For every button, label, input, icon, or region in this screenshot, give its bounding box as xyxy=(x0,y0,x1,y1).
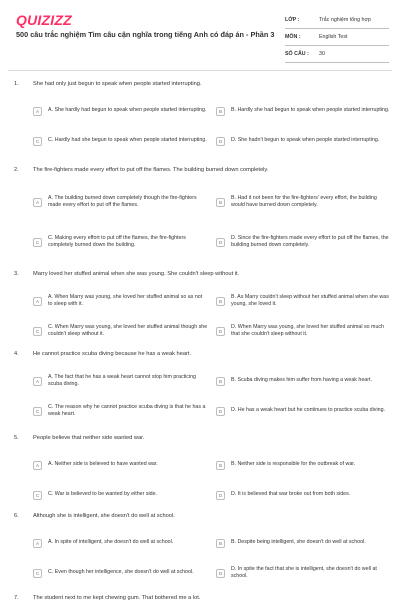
option-d[interactable] xyxy=(216,126,397,156)
question-text: The fire-fighters made every effort to put off the flames. The building burned down completely. xyxy=(33,167,269,173)
question-number: 3. xyxy=(14,271,19,277)
option-d[interactable] xyxy=(216,222,397,262)
worksheet-meta xyxy=(285,12,389,63)
header-divider xyxy=(8,70,392,71)
question-stem xyxy=(0,74,400,94)
option-text: B. Neither side is responsible for the outbreak of war. xyxy=(231,461,356,468)
question-list xyxy=(0,74,400,608)
question-1 xyxy=(0,74,400,160)
option-text: A. In spite of intelligent, she doesn't do well at school. xyxy=(48,539,174,546)
question-text: The student next to me kept chewing gum. That bothered me a lot. xyxy=(33,595,201,601)
question-text: She had only just begun to speak when people started interrupting. xyxy=(33,81,202,87)
meta-value: English Test xyxy=(319,34,348,40)
option-letter-badge: A xyxy=(33,377,42,386)
option-d[interactable] xyxy=(216,558,397,588)
meta-row-count xyxy=(285,46,389,63)
question-number: 7. xyxy=(14,595,19,601)
option-a[interactable] xyxy=(33,366,214,396)
option-letter-badge: A xyxy=(33,297,42,306)
option-c[interactable] xyxy=(33,396,214,426)
option-text: D. It is believed that war broke out from both sides. xyxy=(231,491,351,498)
option-text: B. As Marry couldn't sleep without her stuffed animal when she was young, she loved it. xyxy=(231,293,389,307)
option-text: A. Neither side is believed to have wanted war. xyxy=(48,461,158,468)
option-grid xyxy=(33,366,400,426)
option-text: C. Hardly had she begun to speak when people started interrupting. xyxy=(48,137,207,144)
option-letter-badge: D xyxy=(216,569,225,578)
option-text: A. When Marry was young, she loved her stuffed animal so as not to sleep with it. xyxy=(48,293,203,307)
option-a[interactable] xyxy=(33,182,214,222)
option-grid xyxy=(33,96,400,156)
question-3 xyxy=(0,264,400,344)
option-b[interactable] xyxy=(216,528,397,558)
option-text: B. Despite being intelligent, she doesn't do well at school. xyxy=(231,539,366,546)
option-grid xyxy=(33,528,400,588)
question-text: People believe that neither side wanted war. xyxy=(33,435,145,441)
question-stem xyxy=(0,506,400,526)
option-c[interactable] xyxy=(33,222,214,262)
option-text: D. When Marry was young, she loved her stuffed animal so much that she couldn't sleep without it. xyxy=(231,323,384,337)
question-number: 6. xyxy=(14,513,19,519)
option-c[interactable] xyxy=(33,558,214,588)
question-stem xyxy=(0,160,400,180)
option-text: B. Had it not been for the fire-fighters' every effort, the building would have burned down completely. xyxy=(231,194,377,208)
question-text: Although she is intelligent, she doesn't do well at school. xyxy=(33,513,175,519)
option-letter-badge: A xyxy=(33,107,42,116)
option-b[interactable] xyxy=(216,182,397,222)
option-text: C. War is believed to be wanted by either side. xyxy=(48,491,158,498)
option-letter-badge: D xyxy=(216,238,225,247)
meta-row-subject xyxy=(285,29,389,46)
option-b[interactable] xyxy=(216,96,397,126)
option-b[interactable] xyxy=(216,366,397,396)
option-letter-badge: D xyxy=(216,327,225,336)
question-number: 5. xyxy=(14,435,19,441)
question-7 xyxy=(0,588,400,608)
option-text: C. Even though her intelligence, she doesn't do well at school. xyxy=(48,569,194,576)
option-letter-badge: D xyxy=(216,137,225,146)
option-text: D. In spite the fact that she is intelligent, she doesn't do well at school. xyxy=(231,565,377,579)
option-text: B. Hardly she had begun to speak when people started interrupting. xyxy=(231,107,390,114)
question-number: 1. xyxy=(14,81,19,87)
worksheet-header xyxy=(0,0,400,70)
meta-label: SỐ CÂU : xyxy=(285,51,309,57)
option-c[interactable] xyxy=(33,316,214,346)
option-letter-badge: B xyxy=(216,198,225,207)
option-d[interactable] xyxy=(216,316,397,346)
question-stem xyxy=(0,264,400,284)
option-letter-badge: B xyxy=(216,297,225,306)
option-grid xyxy=(33,450,400,510)
question-2 xyxy=(0,160,400,264)
option-grid xyxy=(33,182,400,262)
option-b[interactable] xyxy=(216,450,397,480)
option-text: C. When Marry was young, she loved her stuffed animal though she couldn't sleep without it. xyxy=(48,323,208,337)
question-text: He cannot practice scuba diving because he has a weak heart. xyxy=(33,351,192,357)
option-letter-badge: B xyxy=(216,539,225,548)
option-letter-badge: C xyxy=(33,491,42,500)
option-text: A. The building burned down completely though the fire-fighters made every effort to put off the flames. xyxy=(48,194,197,208)
option-letter-badge: D xyxy=(216,491,225,500)
question-number: 2. xyxy=(14,167,19,173)
option-c[interactable] xyxy=(33,126,214,156)
option-text: D. She hadn't begun to speak when people started interrupting. xyxy=(231,137,380,144)
option-letter-badge: B xyxy=(216,377,225,386)
option-a[interactable] xyxy=(33,450,214,480)
option-d[interactable] xyxy=(216,396,397,426)
quizizz-logo: QUIZIZZ xyxy=(16,12,72,28)
option-letter-badge: C xyxy=(33,327,42,336)
question-stem xyxy=(0,428,400,448)
option-letter-badge: A xyxy=(33,461,42,470)
meta-row-class xyxy=(285,12,389,29)
option-letter-badge: D xyxy=(216,407,225,416)
option-text: D. He has a weak heart but he continues to practice scuba diving. xyxy=(231,407,385,414)
question-6 xyxy=(0,506,400,588)
question-5 xyxy=(0,428,400,506)
question-text: Marry loved her stuffed animal when she was young. She couldn't sleep without it. xyxy=(33,271,240,277)
option-letter-badge: C xyxy=(33,238,42,247)
option-a[interactable] xyxy=(33,528,214,558)
option-text: C. The reason why he cannot practice scuba diving is that he has a weak heart. xyxy=(48,403,206,417)
option-grid xyxy=(33,286,400,346)
meta-label: LỚP : xyxy=(285,17,300,23)
option-text: A. She hardly had begun to speak when people started interrupting. xyxy=(48,107,207,114)
question-stem xyxy=(0,588,400,608)
option-text: A. The fact that he has a weak heart cannot stop him practicing scuba diving. xyxy=(48,373,197,387)
question-number: 4. xyxy=(14,351,19,357)
meta-value: Trắc nghiệm tổng hợp xyxy=(319,17,371,23)
option-letter-badge: B xyxy=(216,461,225,470)
question-stem xyxy=(0,344,400,364)
option-a[interactable] xyxy=(33,286,214,316)
option-letter-badge: B xyxy=(216,107,225,116)
question-4 xyxy=(0,344,400,428)
option-letter-badge: A xyxy=(33,539,42,548)
meta-value: 30 xyxy=(319,51,325,57)
option-letter-badge: A xyxy=(33,198,42,207)
option-b[interactable] xyxy=(216,286,397,316)
option-letter-badge: C xyxy=(33,137,42,146)
option-letter-badge: C xyxy=(33,407,42,416)
worksheet-title: 500 câu trắc nghiệm Tìm câu cận nghĩa trong tiếng Anh có đáp án - Phần 3 xyxy=(16,30,275,39)
option-text: D. Since the fire-fighters made every effort to put off the flames, the building burned down completely. xyxy=(231,234,389,248)
option-letter-badge: C xyxy=(33,569,42,578)
option-a[interactable] xyxy=(33,96,214,126)
option-text: C. Making every effort to put off the flames, the fire-fighters completely burned down the building. xyxy=(48,234,186,248)
meta-label: MÔN : xyxy=(285,34,301,40)
option-text: B. Scuba diving makes him suffer from having a weak heart. xyxy=(231,377,372,384)
